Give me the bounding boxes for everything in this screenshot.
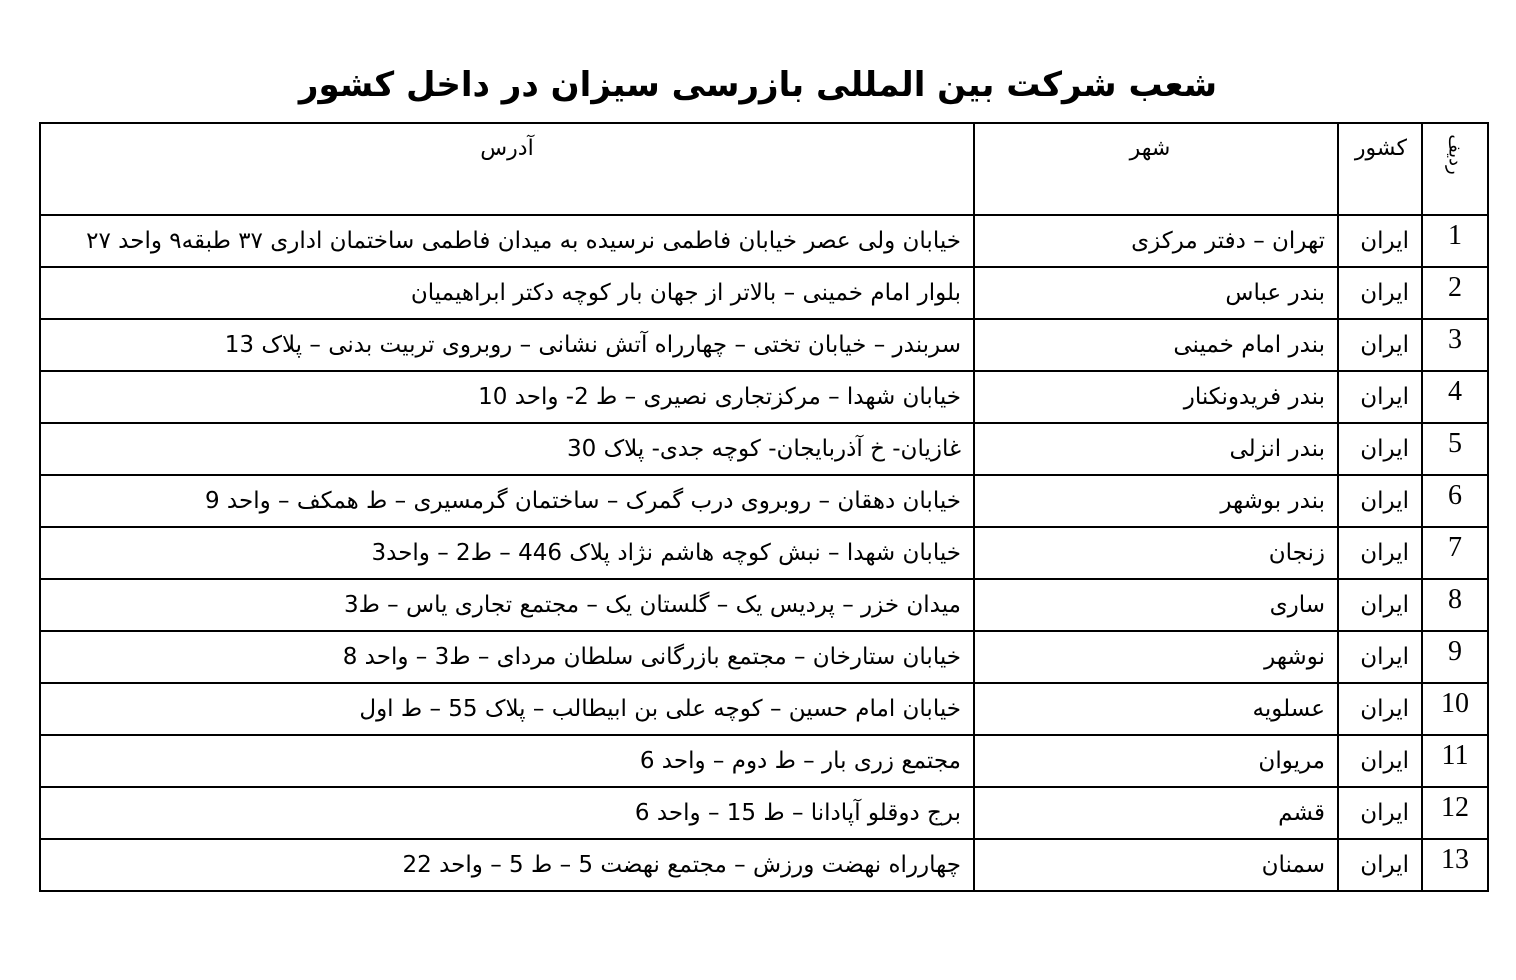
row-city: تهران – دفتر مرکزی — [974, 215, 1338, 267]
row-city: بندر انزلی — [974, 423, 1338, 475]
table-row — [40, 735, 1488, 787]
table-row — [40, 839, 1488, 891]
table-row — [40, 319, 1488, 371]
row-city: بندر عباس — [974, 267, 1338, 319]
row-country: ایران — [1338, 371, 1422, 423]
column-header-address: آدرس — [40, 123, 974, 215]
row-address: خیابان شهدا – نبش کوچه هاشم نژاد پلاک 446 – ط2 – واحد3 — [40, 527, 974, 579]
row-address: مجتمع زری بار – ط دوم – واحد 6 — [40, 735, 974, 787]
row-city: زنجان — [974, 527, 1338, 579]
row-number: 2 — [1422, 267, 1488, 319]
column-header-no: ردیف — [1422, 123, 1488, 215]
table-row — [40, 371, 1488, 423]
row-number: 5 — [1422, 423, 1488, 475]
row-number: 8 — [1422, 579, 1488, 631]
row-address: غازیان- خ آذربایجان- کوچه جدی- پلاک 30 — [40, 423, 974, 475]
row-address: بلوار امام خمینی – بالاتر از جهان بار کوچه دکتر ابراهیمیان — [40, 267, 974, 319]
table-body — [40, 215, 1488, 891]
row-city: بندر فریدونکنار — [974, 371, 1338, 423]
column-header-city: شهر — [974, 123, 1338, 215]
row-country: ایران — [1338, 579, 1422, 631]
table-row — [40, 631, 1488, 683]
table-row — [40, 423, 1488, 475]
table-row — [40, 683, 1488, 735]
row-number: 4 — [1422, 371, 1488, 423]
row-address: خیابان امام حسین – کوچه علی بن ابیطالب – پلاک 55 – ط اول — [40, 683, 974, 735]
row-address: خیابان ستارخان – مجتمع بازرگانی سلطان مردای – ط3 – واحد 8 — [40, 631, 974, 683]
table-row — [40, 787, 1488, 839]
table-row — [40, 527, 1488, 579]
row-city: مریوان — [974, 735, 1338, 787]
table-row — [40, 475, 1488, 527]
table-row — [40, 267, 1488, 319]
row-city: سمنان — [974, 839, 1338, 891]
row-country: ایران — [1338, 423, 1422, 475]
row-country: ایران — [1338, 631, 1422, 683]
row-city: بندر امام خمینی — [974, 319, 1338, 371]
row-country: ایران — [1338, 787, 1422, 839]
row-country: ایران — [1338, 475, 1422, 527]
row-country: ایران — [1338, 267, 1422, 319]
row-number: 1 — [1422, 215, 1488, 267]
row-address: سربندر – خیابان تختی – چهارراه آتش نشانی – روبروی تربیت بدنی – پلاک 13 — [40, 319, 974, 371]
page-title: شعب شرکت بین المللی بازرسی سیزان در داخل کشور — [298, 65, 1218, 105]
row-city: ساری — [974, 579, 1338, 631]
table-row — [40, 215, 1488, 267]
header-row — [40, 123, 1488, 215]
row-number: 12 — [1422, 787, 1488, 839]
row-number: 11 — [1422, 735, 1488, 787]
row-address: خیابان شهدا – مرکزتجاری نصیری – ط 2- واحد 10 — [40, 371, 974, 423]
row-city: بندر بوشهر — [974, 475, 1338, 527]
row-number: 9 — [1422, 631, 1488, 683]
row-number: 6 — [1422, 475, 1488, 527]
row-number: 10 — [1422, 683, 1488, 735]
row-address: میدان خزر – پردیس یک – گلستان یک – مجتمع تجاری یاس – ط3 — [40, 579, 974, 631]
branches-table — [39, 122, 1489, 892]
row-country: ایران — [1338, 215, 1422, 267]
row-number: 7 — [1422, 527, 1488, 579]
row-address: برج دوقلو آپادانا – ط 15 – واحد 6 — [40, 787, 974, 839]
row-number: 13 — [1422, 839, 1488, 891]
row-city: عسلویه — [974, 683, 1338, 735]
table-row — [40, 579, 1488, 631]
row-country: ایران — [1338, 527, 1422, 579]
row-country: ایران — [1338, 683, 1422, 735]
row-country: ایران — [1338, 839, 1422, 891]
row-address: خیابان ولی عصر خیابان فاطمی نرسیده به میدان فاطمی ساختمان اداری ۳۷ طبقه۹ واحد ۲۷ — [40, 215, 974, 267]
row-country: ایران — [1338, 319, 1422, 371]
row-country: ایران — [1338, 735, 1422, 787]
row-city: قشم — [974, 787, 1338, 839]
row-city: نوشهر — [974, 631, 1338, 683]
row-address: خیابان دهقان – روبروی درب گمرک – ساختمان گرمسیری – ط همکف – واحد 9 — [40, 475, 974, 527]
row-number: 3 — [1422, 319, 1488, 371]
row-address: چهارراه نهضت ورزش – مجتمع نهضت 5 – ط 5 – واحد 22 — [40, 839, 974, 891]
column-header-country: کشور — [1338, 123, 1422, 215]
